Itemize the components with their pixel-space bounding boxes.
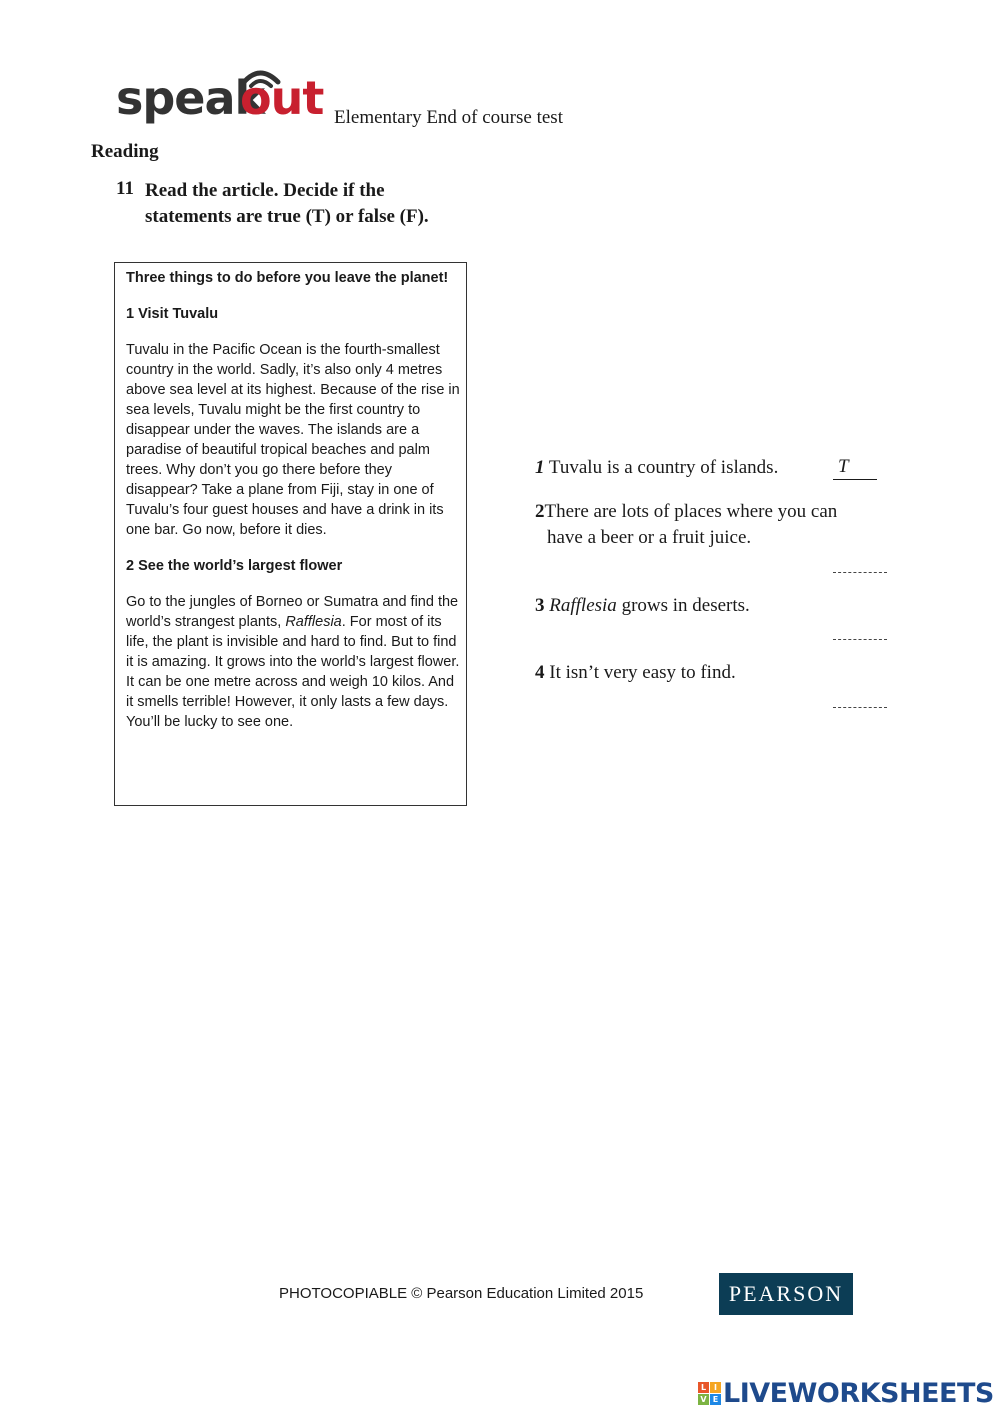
section-heading: Reading — [91, 141, 159, 162]
section1-body: Tuvalu in the Pacific Ocean is the fourth-smallest country in the world. Sadly, it’s also only 4 metres above sea level at its highest. Because of the rise in sea levels, Tuvalu might be the first country to disappear under the waves. The islands are a paradise of beautiful tropical beaches and palm trees. Why don’t you go there before they disappear? Take a plane from Fiji, stay in one of Tuvalu’s four guest houses and have a drink in its one bar. Go now, before it dies. — [126, 342, 460, 538]
article-box — [114, 262, 467, 806]
speakout-logo — [116, 62, 328, 126]
article-title: Three things to do before you leave the planet! — [126, 270, 449, 286]
answer-field-1[interactable]: T — [833, 455, 877, 480]
test-title: Elementary End of course test — [334, 107, 563, 128]
question-3: 3 Rafflesia grows in deserts. — [535, 595, 750, 616]
watermark-text: LIVEWORKSHEETS — [723, 1378, 994, 1409]
answer-field-4[interactable] — [833, 707, 887, 708]
question-4: 4 It isn’t very easy to find. — [535, 662, 736, 683]
section2-heading: 2 See the world’s largest flower — [126, 558, 343, 574]
svg-text:out: out — [240, 71, 324, 125]
liveworksheets-watermark — [698, 1378, 994, 1409]
instruction-number: 11 — [116, 178, 134, 199]
question-2: 2There are lots of places where you can have a beer or a fruit juice. — [535, 501, 838, 548]
question-1: 1 Tuvalu is a country of islands. — [535, 457, 779, 478]
answer-field-3[interactable] — [833, 639, 887, 640]
section1-heading: 1 Visit Tuvalu — [126, 306, 219, 322]
instruction-text: Read the article. Decide if the statements are true (T) or false (F). — [145, 180, 429, 227]
answer-field-2[interactable] — [833, 572, 887, 573]
pearson-logo: PEARSON — [719, 1273, 853, 1315]
section2-body: Go to the jungles of Borneo or Sumatra and find the world’s strangest plants, Rafflesia. For most of its life, the plant is invisible and hard to find. But to find it is amazing. It grows into the world’s largest flower. It can be one metre across and weigh 10 kilos. And it smells terrible! However, it only lasts a few days. You’ll be lucky to see one. — [126, 594, 460, 730]
copyright-notice: PHOTOCOPIABLE © Pearson Education Limited 2015 — [279, 1285, 644, 1302]
svg-text:speak: speak — [116, 71, 265, 125]
liveworksheets-icon: L I V E — [698, 1382, 721, 1405]
